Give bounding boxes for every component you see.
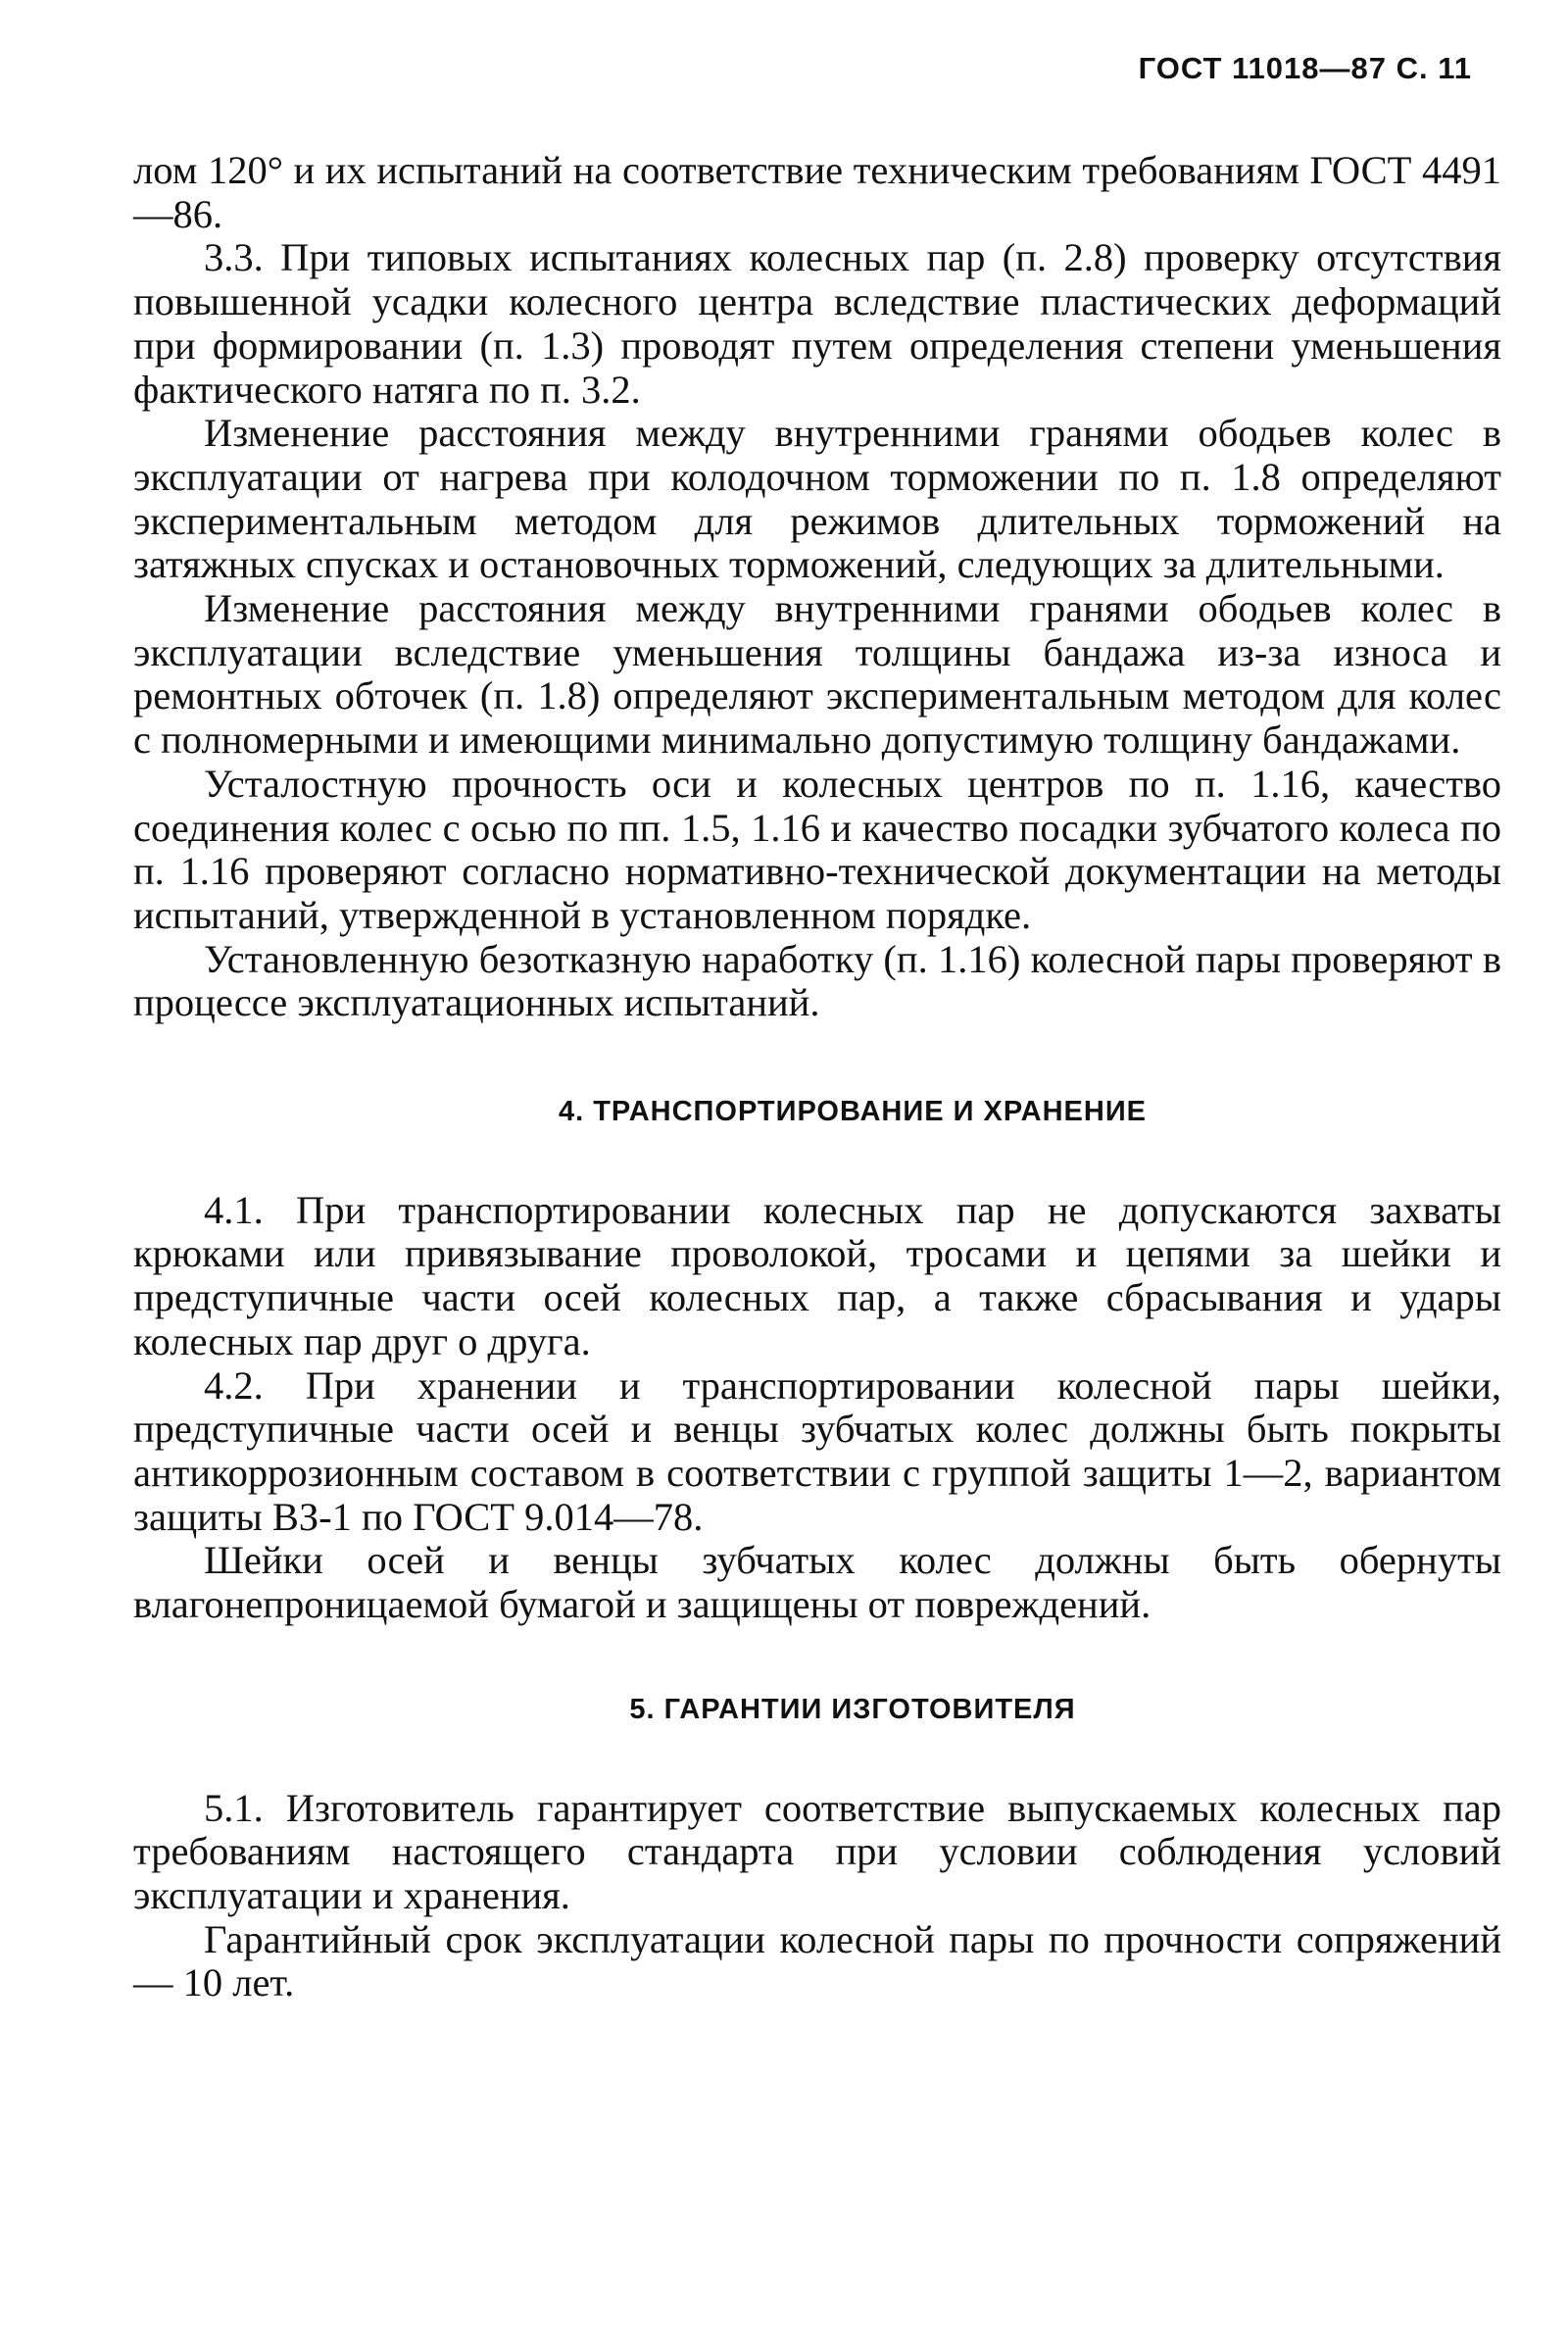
paragraph-3-3-fatigue: Усталостную прочность оси и колесных центров по п. 1.16, качество соединения колес с осью по пп. 1.5, 1.16 и качество посадки зубчатого колеса по п. 1.16 проверяют согласно нормативно-технической документации на методы испытаний, утвержденной в установленном порядке. bbox=[133, 761, 1501, 937]
paragraph-4-2: 4.2. При хранении и транспортировании колесной пары шейки, предступичные части осей и венцы зубчатых колес должны быть покрыты антикоррозионным составом в соответствии с группой защиты 1—2, вариантом защиты ВЗ-1 по ГОСТ 9.014—78. bbox=[133, 1362, 1501, 1539]
paragraph-3-3-heating: Изменение расстояния между внутренними гранями ободьев колес в эксплуатации от нагрева при колодочном торможении по п. 1.8 определяют экспериментальным методом для режимов длительных торможений на затяжных спусках и остановочных торможений, следующих за длительными. bbox=[133, 411, 1501, 587]
paragraph-5-1-warranty: Гарантийный срок эксплуатации колесной пары по прочности сопряжений — 10 лет. bbox=[133, 1916, 1501, 2005]
paragraph-s3-continuation: лом 120° и их испытаний на соответствие техническим требованиям ГОСТ 4491—86. bbox=[133, 148, 1501, 236]
paragraph-3-3-reliability: Установленную безотказную наработку (п. 1.16) колесной пары проверяют в процессе эксплуатационных испытаний. bbox=[133, 936, 1501, 1025]
paragraph-3-3-wear: Изменение расстояния между внутренними гранями ободьев колес в эксплуатации вследствие уменьшения толщины бандажа из-за износа и ремонтных обточек (п. 1.8) определяют экспериментальным методом для колес с полномерными и имеющими минимально допустимую толщину бандажами. bbox=[133, 586, 1501, 763]
section-title-4: 4. ТРАНСПОРТИРОВАНИЕ И ХРАНЕНИЕ bbox=[558, 1096, 1148, 1128]
paragraph-5-1: 5.1. Изготовитель гарантирует соответствие выпускаемых колесных пар требованиям настоящего стандарта при условии соблюдения условий эксплуатации и хранения. bbox=[133, 1785, 1501, 1917]
document-body bbox=[133, 149, 1501, 2005]
paragraph-4-1: 4.1. При транспортировании колесных пар не допускаются захваты крюками или привязывание проволокой, тросами и цепями за шейки и предступичные части осей колесных пар, а также сбрасывания и удары колесных пар друг о друга. bbox=[133, 1187, 1501, 1363]
paragraph-4-2-wrapping: Шейки осей и венцы зубчатых колес должны быть обернуты влагонепроницаемой бумагой и защищены от повреждений. bbox=[133, 1538, 1501, 1627]
paragraph-3-3: 3.3. При типовых испытаниях колесных пар (п. 2.8) проверку отсутствия повышенной усадки колесного центра вследствие пластических деформаций при формировании (п. 1.3) проводят путем определения степени уменьшения фактического натяга по п. 3.2. bbox=[133, 235, 1501, 412]
page-header: ГОСТ 11018—87 С. 11 bbox=[1138, 51, 1472, 85]
section-title-5: 5. ГАРАНТИИ ИЗГОТОВИТЕЛЯ bbox=[629, 1693, 1076, 1725]
